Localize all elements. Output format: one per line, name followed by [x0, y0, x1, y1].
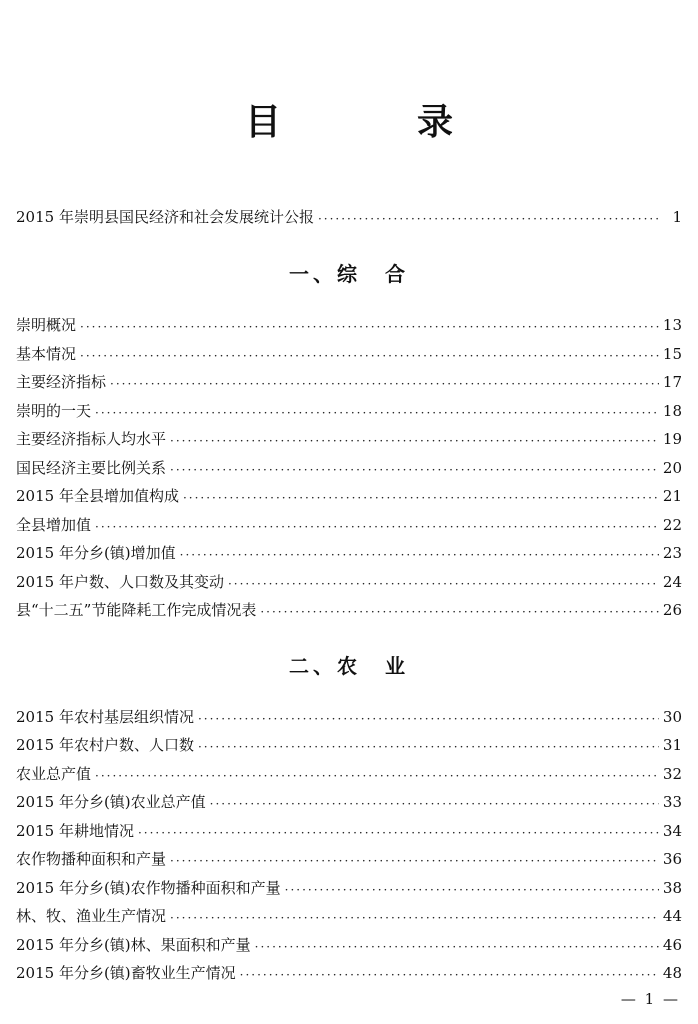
toc-entry-label: 2015 年分乡(镇)畜牧业生产情况 — [16, 964, 236, 982]
dot-leader — [95, 518, 659, 536]
toc-entry-label: 主要经济指标人均水平 — [16, 430, 167, 448]
toc-entry-page: 13 — [662, 316, 682, 334]
section-heading-general: 一、综 合 — [289, 262, 409, 286]
dot-leader — [318, 210, 662, 228]
toc-entry[interactable] — [16, 791, 682, 813]
toc-entry[interactable] — [16, 706, 682, 728]
toc-entry-page: 23 — [662, 544, 682, 562]
toc-entry-page: 33 — [662, 793, 682, 811]
toc-entry-page: 19 — [662, 430, 682, 448]
toc-entry-label: 林、牧、渔业生产情况 — [16, 907, 167, 925]
toc-entry[interactable] — [16, 542, 682, 564]
toc-entry-label: 2015 年分乡(镇)农业总产值 — [16, 793, 206, 811]
toc-entry-label: 崇明概况 — [16, 316, 77, 334]
toc-entry[interactable] — [16, 514, 682, 536]
toc-entry[interactable] — [16, 428, 682, 450]
toc-entry[interactable] — [16, 734, 682, 756]
dot-leader — [80, 347, 659, 365]
toc-entry[interactable] — [16, 820, 682, 842]
toc-entry-page: 22 — [662, 516, 682, 534]
toc-entry-label: 县“十二五”节能降耗工作完成情况表 — [16, 601, 257, 619]
toc-entry-page: 26 — [662, 601, 682, 619]
toc-entry-page: 34 — [662, 822, 682, 840]
toc-entry-page: 44 — [662, 907, 682, 925]
toc-entry-page: 36 — [662, 850, 682, 868]
toc-entry-page: 32 — [662, 765, 682, 783]
toc-entry-label: 农业总产值 — [16, 765, 92, 783]
toc-entry-label: 2015 年崇明县国民经济和社会发展统计公报 — [16, 208, 314, 226]
dot-leader — [170, 852, 659, 870]
toc-entry-label: 2015 年分乡(镇)林、果面积和产量 — [16, 936, 251, 954]
toc-entry[interactable] — [16, 571, 682, 593]
toc-entry-label: 2015 年户数、人口数及其变动 — [16, 573, 224, 591]
toc-entry[interactable] — [16, 905, 682, 927]
toc-entry[interactable] — [16, 599, 682, 621]
dot-leader — [240, 966, 659, 984]
toc-entry[interactable] — [16, 848, 682, 870]
toc-entry[interactable] — [16, 457, 682, 479]
toc-entry-label: 2015 年耕地情况 — [16, 822, 134, 840]
toc-entry-bulletin[interactable] — [16, 206, 682, 228]
dot-leader — [210, 795, 659, 813]
toc-entry-label: 国民经济主要比例关系 — [16, 459, 167, 477]
toc-entry-label: 2015 年分乡(镇)增加值 — [16, 544, 176, 562]
dot-leader — [170, 461, 659, 479]
toc-entry-page: 46 — [662, 936, 682, 954]
dot-leader — [285, 881, 659, 899]
toc-entry-page: 18 — [662, 402, 682, 420]
dot-leader — [138, 824, 659, 842]
toc-entry[interactable] — [16, 962, 682, 984]
toc-entry-page: 1 — [672, 208, 682, 226]
toc-entry-page: 30 — [662, 708, 682, 726]
toc-entry-page: 15 — [662, 345, 682, 363]
section-heading-agriculture: 二、农 业 — [289, 654, 409, 678]
toc-entry[interactable] — [16, 485, 682, 507]
toc-entry-label: 2015 年分乡(镇)农作物播种面积和产量 — [16, 879, 281, 897]
toc-entry-page: 17 — [662, 373, 682, 391]
page-title: 目 录 — [244, 101, 503, 143]
toc-entry[interactable] — [16, 934, 682, 956]
dot-leader — [183, 489, 659, 507]
toc-entry-label: 2015 年全县增加值构成 — [16, 487, 179, 505]
toc-entry[interactable] — [16, 371, 682, 393]
toc-entry-page: 38 — [662, 879, 682, 897]
dot-leader — [198, 710, 659, 728]
toc-entry-page: 31 — [662, 736, 682, 754]
dot-leader — [228, 575, 659, 593]
dot-leader — [170, 432, 659, 450]
toc-entry-label: 2015 年农村户数、人口数 — [16, 736, 194, 754]
dot-leader — [260, 603, 659, 621]
dot-leader — [180, 546, 659, 564]
toc-entry-label: 全县增加值 — [16, 516, 92, 534]
toc-entry-label: 农作物播种面积和产量 — [16, 850, 167, 868]
toc-entry-label: 主要经济指标 — [16, 373, 107, 391]
toc-entry-page: 24 — [662, 573, 682, 591]
dot-leader — [198, 738, 659, 756]
dot-leader — [110, 375, 659, 393]
dot-leader — [80, 318, 659, 336]
toc-entry[interactable] — [16, 314, 682, 336]
toc-entry[interactable] — [16, 877, 682, 899]
toc-entry-label: 基本情况 — [16, 345, 77, 363]
toc-entry[interactable] — [16, 343, 682, 365]
toc-entry-page: 48 — [662, 964, 682, 982]
toc-entry[interactable] — [16, 763, 682, 785]
toc-entry-page: 21 — [662, 487, 682, 505]
toc-entry-label: 2015 年农村基层组织情况 — [16, 708, 194, 726]
toc-entry-label: 崇明的一天 — [16, 402, 92, 420]
dot-leader — [95, 404, 659, 422]
dot-leader — [170, 909, 659, 927]
toc-entry-page: 20 — [662, 459, 682, 477]
dot-leader — [255, 938, 659, 956]
page-number: — 1 — — [620, 990, 680, 1008]
dot-leader — [95, 767, 659, 785]
toc-entry[interactable] — [16, 400, 682, 422]
